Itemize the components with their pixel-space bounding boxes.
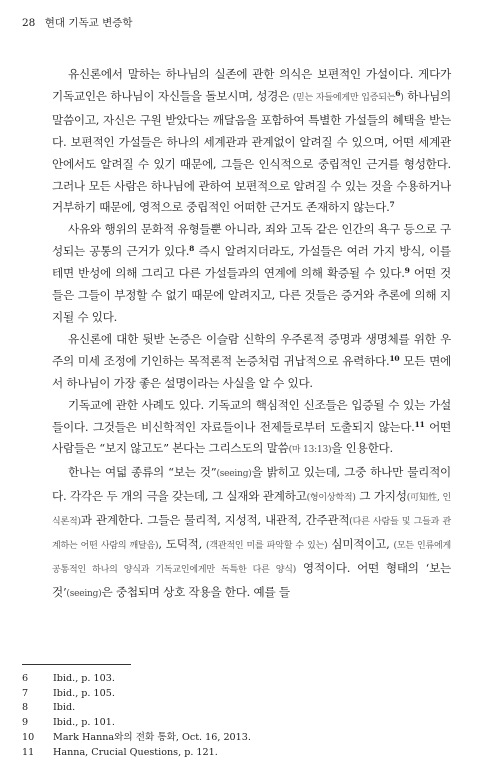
footnote-number: 9 [22,717,29,729]
text-run: 은 중첩되며 상호 작용을 한다. 예를 들 [101,584,290,599]
parenthetical-note: (다른 사람들 및 그들과 관계하는 어떤 사람의 깨달음) [52,517,451,552]
running-header [22,15,133,30]
footnote-text: Mark Hanna와의 전화 통화, Oct. 16, 2013. [53,731,251,743]
text-run: 모든 면에서 하나님이 가장 좋은 설명이라는 사실을 알 수 있다. [52,353,452,390]
footnote-ref: 6 [395,88,401,98]
text-run: 유신론에 대한 뒷받 논증은 이슬람 신학의 우주론적 증명과 생명체를 위한 우주의 미세 조정에 기인하는 목적론적 논증처럼 귀납적으로 유력하다. [52,331,451,368]
footnote-text: Ibid. [53,702,76,714]
text-run: 그 가지성 [355,489,407,504]
text-run: 하나님의 말씀이고, 자신은 구원 받았다는 깨달음을 포함하여 특별한 가설들의 혜택을 받는다. 보편적인 가설들은 하나의 세계관과 관계없이 알려질 수 있으며, 어떤 세계관 안에서도 알려질 수 있기 때문에, 그들은 인식적으로 중립적인 근거를 형성한다. 그러나 모든 사람은 하나님에 관하여 보편적으로 알려질 수 있는 것을 수용하거나 거부하기 때문에, 영적으로 중립적인 어떠한 근거도 존재하지 않는다. [52,88,452,215]
body-paragraph [52,219,451,329]
parenthetical-note: (형이상학적) [306,493,356,504]
main-text [52,64,451,606]
text-run: 을 밝히고 있는데, 그중 하나만 물리적이다. 각각은 두 개의 극을 갖는데, 그 실재와 관계하고 [52,465,451,504]
footnote [22,731,462,746]
text-run: 즉시 알려지더라도, 가설들은 여러 가지 방식, 이를테면 반성에 의해 그리고 다른 가설들과의 연계에 의해 확증될 수 있다. [52,244,451,281]
footnote-ref: 11 [414,419,425,429]
footnote-ref: 7 [389,200,395,210]
footnote-number: 7 [22,687,29,699]
parenthetical-note: (모든 인류에게 공통적인 하나의 양식과 기독교인에게만 독특한 다른 양식) [52,541,452,575]
text-run: 사유와 행위의 문화적 유형들뿐 아니라, 죄와 고독 같은 인간의 욕구 등으로 구성되는 공통의 근거가 있다. [52,222,451,259]
parenthetical-note: (seeing) [66,588,102,599]
text-run: 한나는 여덟 종류의 “보는 것” [68,465,217,480]
text-run: 을 인용한다. [331,441,393,456]
text-run: 과 관계한다. 그들은 물리적, 지성적, 내관적, 간주관적 [80,513,350,528]
text-run: 어떤 것들은 그들이 부정할 수 없기 때문에 알려지고, 다른 것들은 증거와 추론에 의해 지지될 수 있다. [52,266,451,324]
parenthetical-note: (可知性, 인식론적) [52,493,451,528]
parenthetical-note: (객관적인 미를 파악할 수 있는) [206,541,328,552]
footnote-text: Ibid., p. 105. [53,687,115,699]
text-run: 심미적이고, [327,537,394,552]
text-run: 기독교에 관한 사례도 있다. 기독교의 핵심적인 신조들은 입증될 수 있는 가설들이다. 그것들은 비신학적인 자료들이나 전제들로부터 도출되지 않는다. [52,397,451,434]
footnote-text: Ibid., p. 101. [53,717,115,729]
footnote-ref: 10 [389,353,400,363]
footnote-divider [22,664,131,665]
body-paragraph [52,64,451,219]
footnote-number: 6 [22,673,29,684]
running-title: 현대 기독교 변증학 [44,17,133,29]
footnote-text: Ibid., p. 103. [53,673,115,684]
footnote-number: 8 [22,702,29,714]
text-run: 유신론에서 말하는 하나님의 실존에 관한 의식은 보편적인 가설이다. 게다가 기독교인은 하나님이 자신들을 돌보시며, 성경은 [52,67,451,103]
footnote-number: 11 [22,746,35,758]
footnote-text: Hanna, Crucial Questions, p. 121. [53,746,218,758]
parenthetical-note: (마 13:13) [288,445,332,456]
footnote-ref: 8 [189,244,195,254]
footnote [22,687,462,702]
page-number: 28 [22,17,36,29]
text-run: , 도덕적, [158,537,207,552]
footnote [22,701,462,716]
parenthetical-note: (seeing) [216,469,252,480]
footnote-number: 10 [22,731,35,743]
footnotes [22,672,462,760]
footnote [22,716,462,731]
footnote [22,672,462,687]
body-paragraph [52,462,451,605]
footnote-ref: 9 [404,266,410,276]
parenthetical-note: ) [400,92,404,103]
parenthetical-note: (믿는 자들에게만 입증되는 [292,92,396,103]
body-paragraph [52,395,451,463]
text-run: 영적이다. 어떤 형태의 ‘보는 것’ [52,560,451,599]
body-paragraph [52,329,451,395]
footnote [22,746,462,761]
text-run: 어떤 사람들은 “보지 않고도” 본다는 그리스도의 말씀 [52,419,451,456]
